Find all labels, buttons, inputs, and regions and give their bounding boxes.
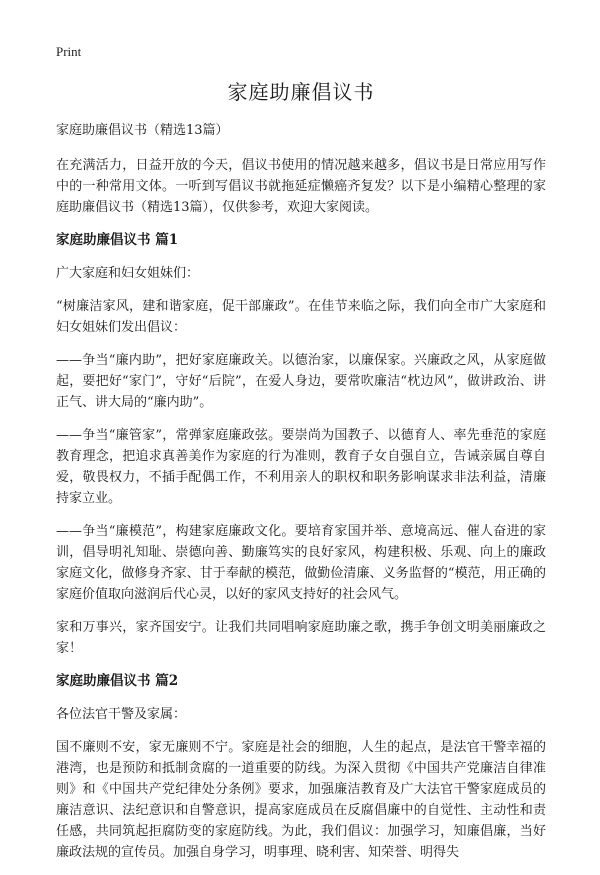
paragraph: 家和万事兴，家齐国安宁。让我们共同唱响家庭助廉之歌，携手争创文明美丽廉政之家！ (56, 620, 546, 656)
paragraph: 国不廉则不安，家无廉则不宁。家庭是社会的细胞，人生的起点，是法官干警幸福的港湾，也是预防和抵制贪腐的一道重要的防线。为深入贯彻《中国共产党廉洁自律准则》和《中国共产党纪律处分条例》要求，加强廉洁教育及广大法官干警家庭成员的廉洁意识、法纪意识和自警意识，提高家庭成员在反腐倡廉中的自觉性、主动性和责任感，共同筑起拒腐防变的家庭防线。为此，我们倡议：加强学习，知廉倡廉，当好廉政法规的宣传员。加强自身学习，明事理、晓利害、知荣誉、明得失 (56, 740, 546, 860)
print-link[interactable]: Print (56, 44, 82, 59)
document-subtitle: 家庭助廉倡议书（精选13篇） (56, 123, 229, 138)
paragraph: ——争当“廉管家”，常弹家庭廉政弦。要崇尚为国教子、以德育人、率先垂范的家庭教育理念，把追求真善美作为家庭的行为准则，教育子女自强自立，告诫亲属自尊自爱，敬畏权力，不插手配偶工作，不利用亲人的职权和职务影响谋求非法利益，清廉持家立业。 (56, 428, 546, 506)
document-title: 家庭助廉倡议书 (227, 80, 375, 104)
paragraph: ——争当“廉内助”，把好家庭廉政关。以德治家，以廉保家。兴廉政之风，从家庭做起，要把好“家门”，守好“后院”，在爱人身边，要常吹廉洁“枕边风”，做讲政治、讲正气、讲大局的“廉内助”。 (56, 353, 546, 410)
paragraph: 各位法官干警及家属： (56, 707, 187, 722)
paragraph: “树廉洁家风，建和谐家庭，促干部廉政”。在佳节来临之际，我们向全市广大家庭和妇女姐妹们发出倡议： (56, 299, 546, 335)
section-heading: 家庭助廉倡议书 篇2 (56, 673, 179, 689)
section-heading: 家庭助廉倡议书 篇1 (56, 232, 179, 248)
intro-paragraph: 在充满活力，日益开放的今天，倡议书使用的情况越来越多，倡议书是日常应用写作中的一种常用文体。一听到写倡议书就拖延症懒癌齐复发？以下是小编精心整理的家庭助廉倡议书（精选13篇），仅供参考，欢迎大家阅读。 (56, 158, 546, 215)
paragraph: 广大家庭和妇女姐妹们： (56, 266, 200, 281)
document-body (56, 120, 546, 875)
paragraph: ——争当“廉模范”，构建家庭廉政文化。要培育家国并举、意境高远、催人奋进的家训，倡导明礼知耻、崇德向善、勤廉笃实的良好家风，构建积极、乐观、向上的廉政家庭文化，做修身齐家、甘于奉献的模范，做勤俭清廉、义务监督的“模范，用正确的家庭价值取向滋润后代心灵，以好的家风支持好的社会风气。 (56, 524, 546, 602)
